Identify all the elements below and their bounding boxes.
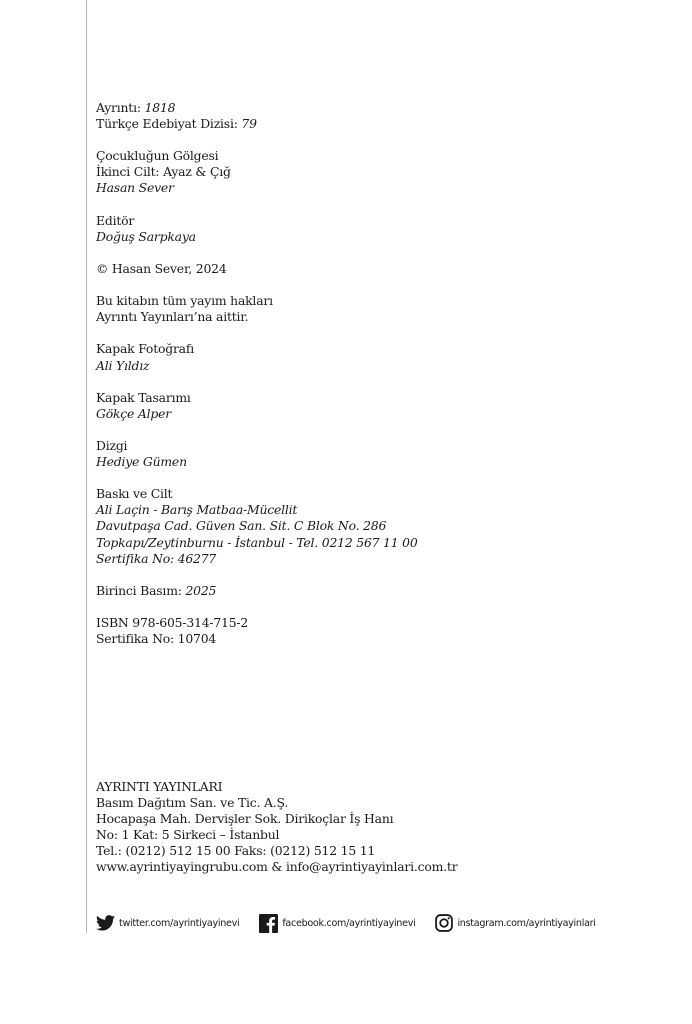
printing-block bbox=[96, 486, 656, 566]
instagram-link bbox=[435, 914, 595, 932]
book-block bbox=[96, 148, 656, 196]
cover-photo-label: Kapak Fotoğrafı bbox=[96, 341, 195, 357]
printing-line-1: Ali Laçin - Barış Matbaa-Mücellit bbox=[96, 502, 298, 518]
printing-label: Baskı ve Cilt bbox=[96, 486, 173, 502]
typesetting-name: Hediye Gümen bbox=[96, 454, 187, 470]
subseries-label: Türkçe Edebiyat Dizisi: bbox=[96, 116, 242, 132]
book-author: Hasan Sever bbox=[96, 180, 174, 196]
publisher-line-3: No: 1 Kat: 5 Sirkeci – İstanbul bbox=[96, 827, 280, 843]
edition-label: Birinci Basım: bbox=[96, 582, 186, 598]
printing-line-2: Davutpaşa Cad. Güven San. Sit. C Blok No. 286 bbox=[96, 518, 387, 534]
isbn-number: ISBN 978-605-314-715-2 bbox=[96, 615, 249, 630]
twitter-icon bbox=[96, 915, 115, 931]
cover-design-name: Gökçe Alper bbox=[96, 405, 171, 421]
edition-line bbox=[96, 583, 656, 599]
cover-photo-block bbox=[96, 341, 656, 373]
colophon bbox=[96, 100, 656, 663]
twitter-handle: twitter.com/ayrintiyayinevi bbox=[119, 917, 240, 929]
typesetting-block bbox=[96, 438, 656, 470]
rights-line-1: Bu kitabın tüm yayım hakları bbox=[96, 293, 273, 309]
cover-photo-name: Ali Yıldız bbox=[96, 357, 150, 373]
facebook-icon bbox=[259, 914, 278, 933]
edition-year: 2025 bbox=[185, 582, 217, 598]
twitter-link bbox=[96, 915, 239, 931]
rights-line-2: Ayrıntı Yayınları’na aittir. bbox=[96, 309, 249, 325]
isbn-certificate: Sertifika No: 10704 bbox=[96, 631, 217, 647]
editor-block bbox=[96, 213, 656, 245]
instagram-handle: instagram.com/ayrintiyayinlari bbox=[457, 917, 596, 929]
publisher-web: www.ayrintiyayingrubu.com & info@ayrintiyayinlari.com.tr bbox=[96, 859, 458, 875]
series-block bbox=[96, 100, 656, 132]
publisher-block bbox=[96, 779, 656, 876]
series-number: 1818 bbox=[144, 100, 176, 115]
publisher-line-4: Tel.: (0212) 512 15 00 Faks: (0212) 512 15 11 bbox=[96, 843, 376, 859]
publisher-name: AYRINTI YAYINLARI bbox=[96, 779, 223, 794]
publisher-line-2: Hocapaşa Mah. Dervişler Sok. Dirikoçlar İş Hanı bbox=[96, 811, 394, 827]
facebook-link bbox=[259, 914, 415, 933]
editor-name: Doğuş Sarpkaya bbox=[96, 228, 196, 244]
typesetting-label: Dizgi bbox=[96, 437, 128, 453]
facebook-handle: facebook.com/ayrintiyayinevi bbox=[282, 917, 416, 929]
subseries-number: 79 bbox=[241, 116, 257, 132]
cover-design-label: Kapak Tasarımı bbox=[96, 389, 191, 405]
cover-design-block bbox=[96, 390, 656, 422]
subseries-line bbox=[96, 116, 656, 132]
social-links bbox=[96, 912, 616, 934]
edition-block bbox=[96, 583, 656, 599]
copyright-block bbox=[96, 261, 656, 277]
series-label: Ayrıntı: bbox=[96, 100, 145, 115]
publisher-line-1: Basım Dağıtım San. ve Tic. A.Ş. bbox=[96, 795, 289, 811]
printing-line-4: Sertifika No: 46277 bbox=[96, 550, 217, 566]
book-volume: İkinci Cilt: Ayaz & Çığ bbox=[96, 164, 231, 180]
rights-block bbox=[96, 293, 656, 325]
isbn-block bbox=[96, 615, 656, 647]
book-title: Çocukluğun Gölgesi bbox=[96, 148, 219, 164]
instagram-icon bbox=[435, 914, 453, 932]
margin-rule bbox=[86, 0, 87, 933]
copyright-notice: © Hasan Sever, 2024 bbox=[96, 260, 227, 276]
editor-label: Editör bbox=[96, 212, 135, 228]
printing-line-3: Topkapı/Zeytinburnu - İstanbul - Tel. 0212 567 11 00 bbox=[96, 534, 418, 550]
series-line bbox=[96, 100, 656, 116]
